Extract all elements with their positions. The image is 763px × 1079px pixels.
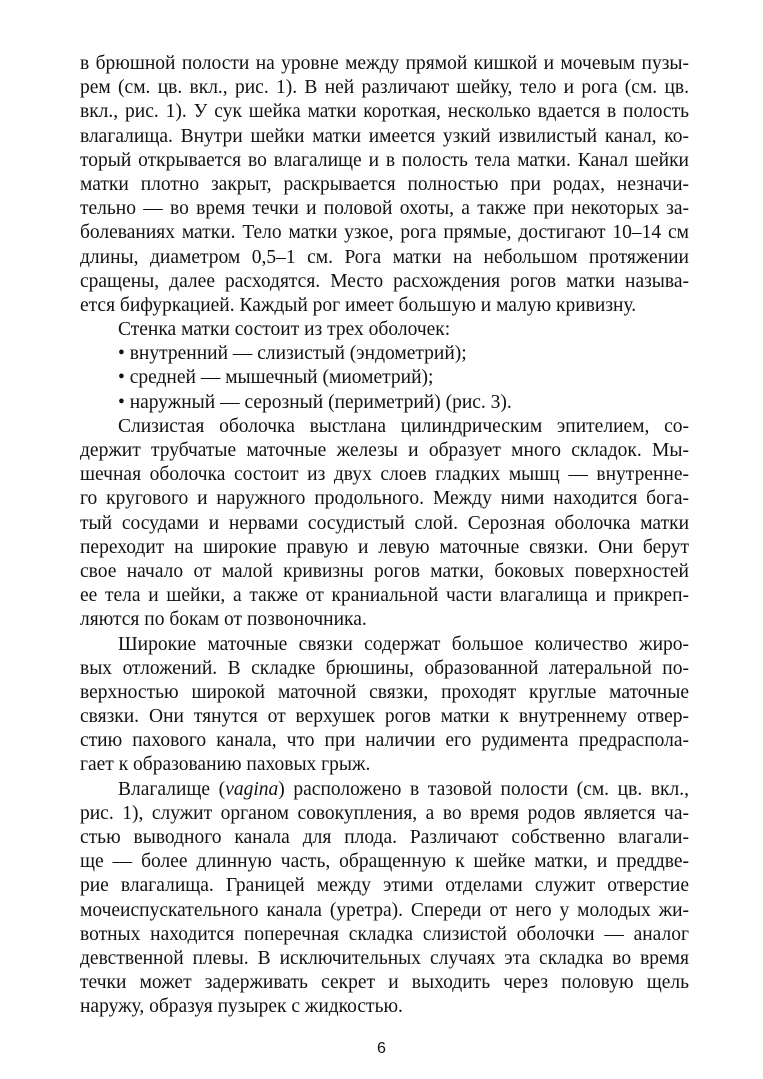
text-line: связки. Они тянутся от верхушек рогов матки к внутреннему отвер- [80,706,689,728]
text-line: ляются по бокам от позвоночника. [80,609,367,631]
page-number: 6 [377,1040,386,1057]
text-line: болеваниях матки. Тело матки узкое, рога прямые, достигают 10–14 см [80,222,689,244]
paragraph-start-line: Стенка матки состоит из трех оболочек: [118,319,451,341]
text-line: вых отложений. В складке брюшины, образованной латеральной по- [80,657,689,679]
text-line: сращены, далее расходятся. Место расхождения рогов матки называ- [80,270,689,292]
text-fragment: ) расположено в тазовой полости (см. цв. вкл., [278,778,689,800]
bullet-list-item: • средней — мышечный (миометрий); [118,367,434,389]
text-line: течки может задерживать секрет и выходить через половую щель [80,972,689,994]
text-line: стью выводного канала для плода. Различают собственно влагали- [80,827,689,848]
text-line: держит трубчатые маточные железы и образует много складок. Мы- [80,440,689,461]
paragraph-start-line [80,778,689,802]
text-line: торый открывается во влагалище и в полость тела матки. Канал шейки [80,149,689,171]
latin-term: vagina [225,778,279,800]
text-line: верхностью широкой маточной связки, проходят круглые маточные [80,681,689,703]
text-fragment: Влагалище ( [118,778,226,800]
bullet-list-item: • внутренний — слизистый (эндометрий); [118,343,467,365]
text-line: рем (см. цв. вкл., рис. 1). В ней различают шейку, тело и рога (см. цв. [80,77,689,99]
text-line: влагалища. Внутри шейки матки имеется узкий извилистый канал, ко- [80,125,689,147]
text-line: девственной плевы. В исключительных случаях эта складка во время [80,947,689,969]
text-line: ется бифуркацией. Каждый рог имеет большую и малую кривизну. [80,294,637,316]
text-line: рис. 1), служит органом совокупления, а во время родов является ча- [80,802,689,824]
text-line: ще — более длинную часть, обращенную к шейке матки, и преддве- [80,851,689,873]
text-line: гает к образованию паховых грыж. [80,754,371,776]
bullet-list-item: • наружный — серозный (периметрий) (рис. 3). [118,391,512,413]
text-line: матки плотно закрыт, раскрывается полностью при родах, незначи- [80,173,689,195]
text-line: мочеиспускательного канала (уретра). Спереди от него у молодых жи- [80,899,689,921]
text-line: вотных находится поперечная складка слизистой оболочки — аналог [80,923,689,945]
text-line: наружу, образуя пузырек с жидкостью. [80,996,403,1018]
paragraph-start-line: Широкие маточные связки содержат большое количество жиро- [118,633,689,655]
text-line: тельно — во время течки и половой охоты, а также при некоторых за- [80,198,689,220]
text-line: в брюшной полости на уровне между прямой кишкой и мочевым пузы- [80,53,689,74]
text-line: переходит на широкие правую и левую маточные связки. Они берут [80,536,689,558]
text-line: рие влагалища. Границей между этими отделами служит отверстие [80,875,689,897]
text-line: вкл., рис. 1). У сук шейка матки короткая, несколько вдается в полость [80,101,689,123]
text-line: го кругового и наружного продольного. Между ними находится бога- [80,488,689,510]
paragraph-start-line: Слизистая оболочка выстлана цилиндрическим эпителием, со- [118,415,689,437]
text-line: свое начало от малой кривизны рогов матки, боковых поверхностей [80,560,689,582]
text-line: ее тела и шейки, а также от краниальной части влагалища и прикреп- [80,585,689,607]
text-line: стию пахового канала, что при наличии его рудимента предраспола- [80,730,689,752]
text-line: длины, диаметром 0,5–1 см. Рога матки на небольшом протяжении [80,246,689,268]
text-line: шечная оболочка состоит из двух слоев гладких мышц — внутренне- [80,464,689,486]
page-text-body [80,52,689,1020]
text-line: тый сосудами и нервами сосудистый слой. Серозная оболочка матки [80,512,689,534]
